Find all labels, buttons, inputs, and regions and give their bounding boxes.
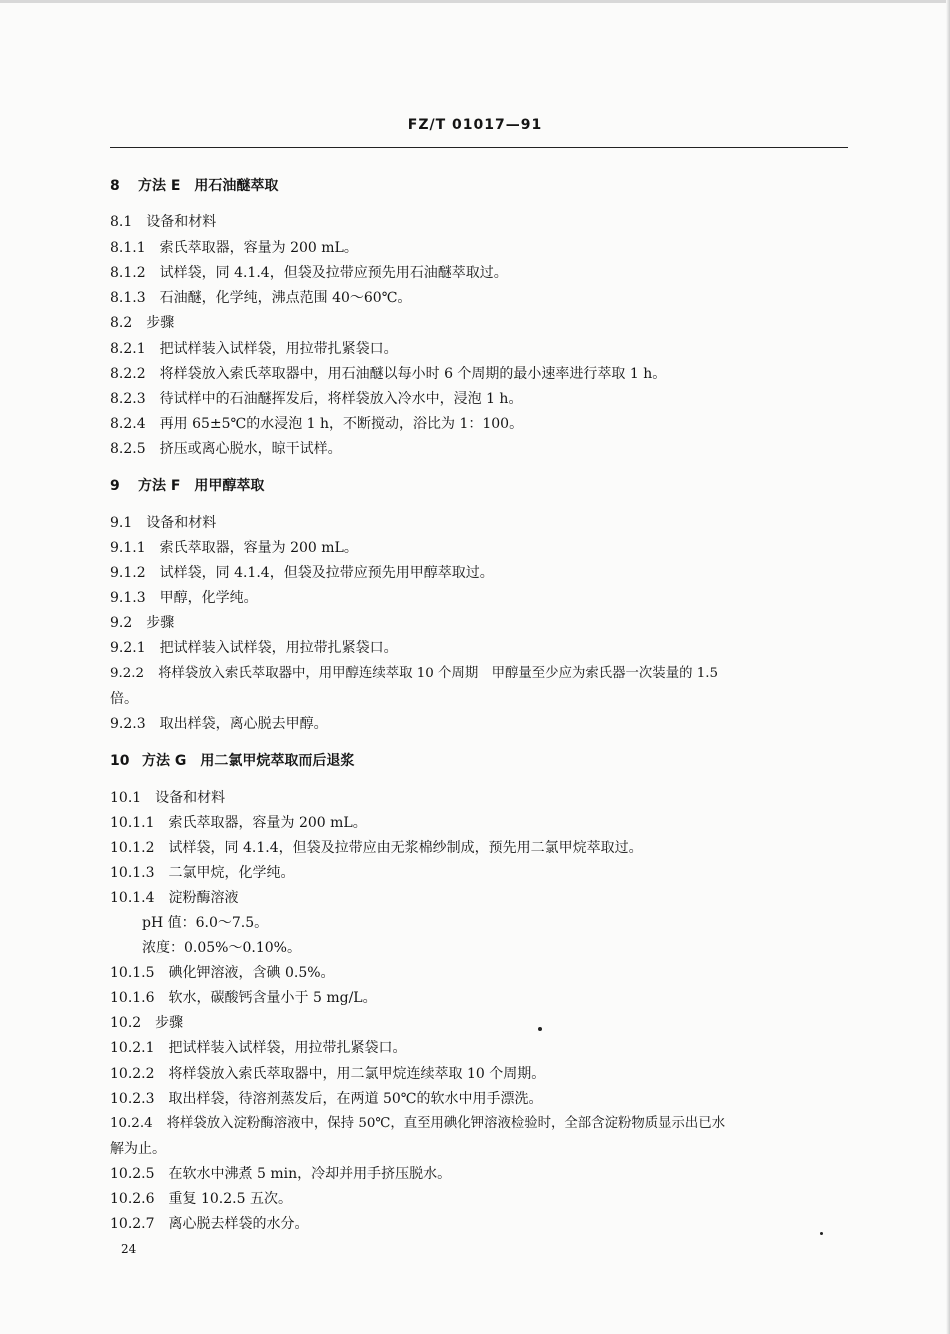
clause [110,314,850,332]
clause [110,1014,850,1032]
clause-text: 重复 10.2.5 五次。 [168,1191,292,1207]
clause [110,989,850,1007]
clause-text: 将样袋放入索氏萃取器中，用二氯甲烷连续萃取 10 个周期。 [168,1066,546,1082]
clause-text: 步骤 [146,615,175,631]
page-number: 24 [121,1242,137,1256]
clause [110,715,850,733]
clause-number: 9.1.1 [110,540,146,556]
clause-text: 再用 65±5℃的水浸泡 1 h，不断搅动，浴比为 1：100。 [159,416,524,432]
clause-number: 10.2.6 [110,1191,155,1207]
clause-text: 试样袋，同 4.1.4，但袋及拉带应预先用甲醇萃取过。 [159,565,494,581]
section-heading [110,752,850,770]
clause-text: 索氏萃取器，容量为 200 mL。 [159,540,358,556]
clause-number: 8.2.5 [110,441,146,457]
clause [110,514,850,532]
clause-number: 10.1.2 [110,840,155,856]
clause-text: 将样袋放入索氏萃取器中，用石油醚以每小时 6 个周期的最小速率进行萃取 1 h。 [159,366,667,382]
clause-text: 设备和材料 [155,790,226,806]
clause [110,539,850,557]
clause-number: 10.2.5 [110,1166,155,1182]
clause-text: 在软水中沸煮 5 min，冷却并用手挤压脱水。 [168,1166,452,1182]
clause [110,365,850,383]
clause-text: 将样袋放入索氏萃取器中，用甲醇连续萃取 10 个周期 甲醇量至少应为索氏器一次装量的 1.5 [158,666,719,681]
clause [110,814,850,832]
clause-number: 8.1.3 [110,290,146,306]
clause-text: 淀粉酶溶液 [168,890,239,906]
clause-text: 甲醇，化学纯。 [159,590,258,606]
clause-number: 8.1.1 [110,240,146,256]
clause [110,1215,850,1233]
clause [110,289,850,307]
clause [110,1090,850,1108]
clause-number: 10.1 [110,790,142,806]
standard-code: FZ/T 01017—91 [407,117,543,133]
clause [110,639,850,657]
clause-number: 8.2.2 [110,366,146,382]
clause [110,964,850,982]
clause-number: 10.1.3 [110,865,155,881]
scan-right-edge [946,0,950,1334]
section-number: 9 [110,478,120,494]
section-number: 8 [110,178,120,194]
clause-text: 把试样装入试样袋，用拉带扎紧袋口。 [159,341,398,357]
clause [110,213,850,231]
scan-top-edge [0,0,950,3]
clause [110,589,850,607]
section-heading [110,477,850,495]
clause-number: 9.2.1 [110,640,146,656]
clause-text: 解为止。 [110,1141,166,1157]
clause-number: 9.2 [110,615,133,631]
clause [110,1065,850,1083]
clause-text: 把试样装入试样袋，用拉带扎紧袋口。 [168,1040,407,1056]
subitem-text: pH 值：6.0～7.5。 [142,915,269,931]
clause [110,440,850,458]
section-heading [110,177,850,195]
clause-number: 10.2 [110,1015,142,1031]
clause-text: 软水，碳酸钙含量小于 5 mg/L。 [168,990,377,1006]
clause-text: 步骤 [155,1015,184,1031]
clause-number: 10.2.3 [110,1091,155,1107]
clause-number: 8.2 [110,315,133,331]
clause [110,665,850,683]
clause-text: 步骤 [146,315,175,331]
clause-text: 设备和材料 [146,214,217,230]
clause-text: 索氏萃取器，容量为 200 mL。 [168,815,367,831]
clause-text: 索氏萃取器，容量为 200 mL。 [159,240,358,256]
clause-text: 离心脱去样袋的水分。 [168,1216,309,1232]
clause-number: 10.2.1 [110,1040,155,1056]
clause-number: 8.1 [110,214,133,230]
clause [110,1115,850,1133]
clause-number: 10.1.4 [110,890,155,906]
clause-text: 取出样袋，离心脱去甲醇。 [159,716,328,732]
section-title: 方法 G 用二氯甲烷萃取而后退浆 [142,753,355,769]
clause-number: 9.2.3 [110,716,146,732]
clause-number: 9.1.3 [110,590,146,606]
clause-text: 石油醚，化学纯，沸点范围 40～60℃。 [159,290,412,306]
clause [110,789,850,807]
subitem-text: 浓度：0.05%～0.10%。 [142,940,301,956]
clause-number: 8.2.1 [110,341,146,357]
clause [110,1039,850,1057]
clause-number: 10.2.4 [110,1116,153,1131]
clause [110,1190,850,1208]
clause [110,889,850,907]
clause [110,1165,850,1183]
section-title: 方法 E 用石油醚萃取 [138,178,279,194]
clause-text: 倍。 [110,691,138,707]
clause-number: 9.1 [110,515,133,531]
clause [110,839,850,857]
clause-number: 8.2.4 [110,416,146,432]
clause-number: 10.2.7 [110,1216,155,1232]
clause-subitem [142,914,882,932]
clause-text: 设备和材料 [146,515,217,531]
clause-text: 将样袋放入淀粉酶溶液中，保持 50℃，直至用碘化钾溶液检验时，全部含淀粉物质显示出已水 [166,1116,726,1131]
clause-continuation [110,1140,850,1158]
clause-text: 碘化钾溶液，含碘 0.5%。 [168,965,335,981]
clause-number: 10.1.1 [110,815,155,831]
clause-text: 二氯甲烷，化学纯。 [168,865,295,881]
clause-number: 10.2.2 [110,1066,155,1082]
clause-number: 8.2.3 [110,391,146,407]
clause-text: 试样袋，同 4.1.4，但袋及拉带应预先用石油醚萃取过。 [159,265,508,281]
clause-text: 试样袋，同 4.1.4，但袋及拉带应由无浆棉纱制成，预先用二氯甲烷萃取过。 [168,840,643,856]
clause-text: 把试样装入试样袋，用拉带扎紧袋口。 [159,640,398,656]
clause-number: 10.1.6 [110,990,155,1006]
clause [110,239,850,257]
clause [110,614,850,632]
scan-speck [820,1232,823,1235]
clause-continuation [110,690,850,708]
section-title: 方法 F 用甲醇萃取 [138,478,265,494]
clause-subitem [142,939,882,957]
clause-text: 挤压或离心脱水，晾干试样。 [159,441,342,457]
clause [110,264,850,282]
section-number: 10 [110,753,130,769]
clause-number: 9.1.2 [110,565,146,581]
clause-number: 8.1.2 [110,265,146,281]
header-rule [110,147,848,148]
clause [110,564,850,582]
clause-text: 取出样袋，待溶剂蒸发后，在两道 50℃的软水中用手漂洗。 [168,1091,543,1107]
clause [110,864,850,882]
clause [110,340,850,358]
clause [110,390,850,408]
clause-text: 待试样中的石油醚挥发后，将样袋放入冷水中，浸泡 1 h。 [159,391,523,407]
clause-number: 9.2.2 [110,666,145,681]
scan-speck [538,1027,542,1031]
clause-number: 10.1.5 [110,965,155,981]
clause [110,415,850,433]
